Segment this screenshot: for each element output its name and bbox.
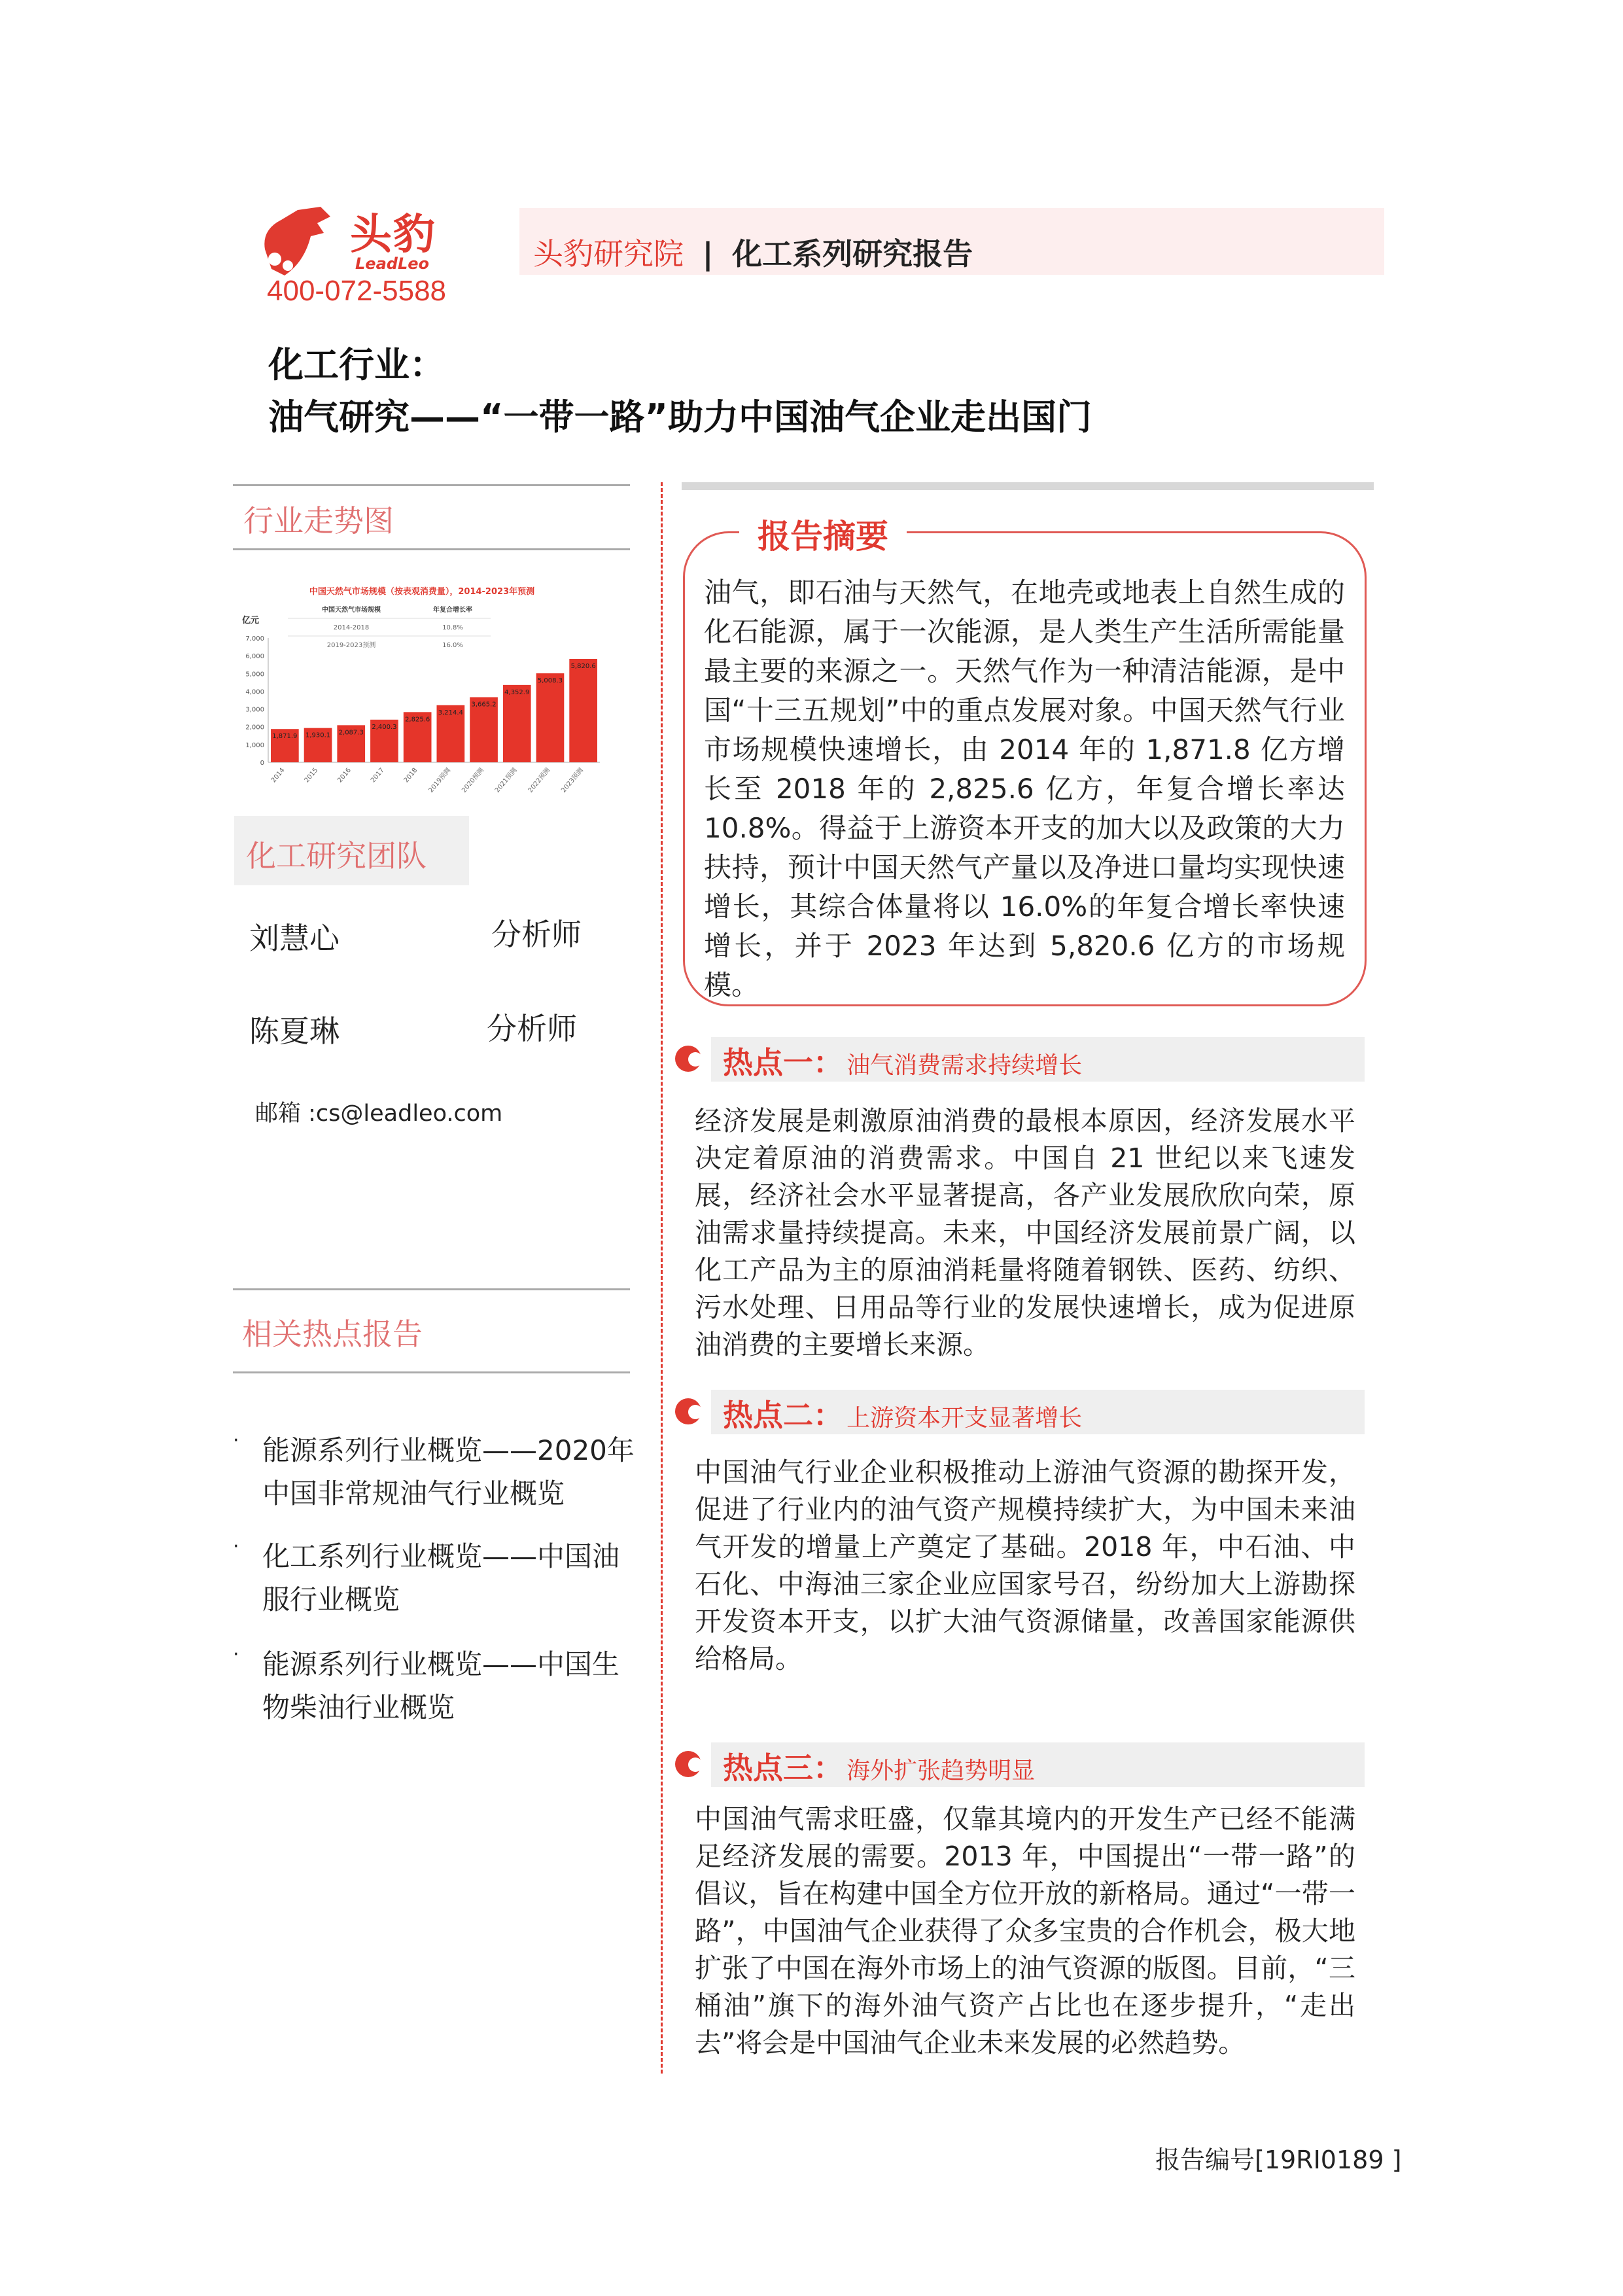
- data-label: 4,352.9: [504, 688, 530, 696]
- table-header: 中国天然气市场规模: [322, 607, 381, 614]
- market-size-chart: [232, 569, 612, 805]
- pie-marker-icon: [675, 1751, 701, 1777]
- data-label: 3,665.2: [471, 701, 497, 709]
- x-tick-label: 2015: [303, 766, 320, 785]
- divider: [233, 1371, 630, 1373]
- hotpoint-title: 热点二：: [723, 1398, 843, 1433]
- team-heading: 化工研究团队: [246, 838, 427, 874]
- member-name: 刘慧心: [249, 921, 340, 956]
- y-tick-label: 7,000: [245, 635, 264, 643]
- phone-number: 400-072-5588: [267, 275, 447, 307]
- hotpoint-header: [723, 1744, 1035, 1788]
- x-tick-label: 2023预测: [560, 766, 585, 794]
- title-line1: 化工行业：: [268, 344, 445, 385]
- related-link[interactable]: 能源系列行业概览——2020年中国非常规油气行业概览: [262, 1434, 635, 1510]
- trend-heading: 行业走势图: [243, 503, 394, 539]
- leadleo-logo: [258, 203, 445, 282]
- logo-en: LeadLeo: [355, 255, 430, 273]
- divider: [233, 484, 630, 486]
- y-tick-label: 3,000: [245, 706, 264, 714]
- chart-title: 中国天然气市场规模（按表观消费量），2014-2023年预测: [309, 587, 535, 597]
- y-tick-label: 0: [260, 760, 264, 767]
- y-tick-label: 5,000: [245, 671, 264, 679]
- bar: [536, 673, 565, 762]
- data-label: 5,820.6: [570, 663, 596, 671]
- logo-cn: 头豹: [350, 211, 436, 259]
- hotpoint-title: 热点一：: [723, 1045, 843, 1080]
- title-line2: 油气研究——“一带一路”助力中国油气企业走出国门: [268, 397, 1092, 438]
- x-tick-label: 2017: [369, 766, 386, 785]
- table-cell: 2019-2023预测: [326, 642, 376, 649]
- pie-marker-icon: [675, 1046, 701, 1072]
- related-link[interactable]: 能源系列行业概览——中国生物柴油行业概览: [262, 1648, 620, 1723]
- hotpoint-text: 中国油气需求旺盛，仅靠其境内的开发生产已经不能满足经济发展的需要。2013 年，中国提出“一带一路”的倡议，旨在构建中国全方位开放的新格局。通过“一带一路”，中国油气企业获得了众多宝贵的合作机会，极大地扩张了中国在海外市场上的油气资源的版图。目前，“三桶油”旗下的海外油气资产占比也在逐步提升，“走出去”将会是中国油气企业未来发展的必然趋势。: [695, 1803, 1355, 2058]
- summary-heading: 报告摘要: [739, 510, 907, 557]
- header-series: [533, 230, 973, 274]
- data-label: 2,087.3: [338, 729, 364, 737]
- member-name: 陈夏琳: [249, 1014, 340, 1049]
- separator: |: [702, 236, 714, 272]
- y-tick-label: 6,000: [245, 653, 264, 661]
- top-gray-bar: [682, 482, 1374, 490]
- bullet-icon: ·: [233, 1643, 239, 1666]
- hotpoint-header: [723, 1392, 1082, 1435]
- x-tick-label: 2021预测: [493, 766, 519, 794]
- hotpoint-subtitle: 上游资本开支显著增长: [846, 1405, 1083, 1432]
- report-number: 报告编号[19RI0189 ]: [1155, 2146, 1402, 2174]
- x-tick-label: 2014: [270, 766, 287, 785]
- table-header: 年复合增长率: [433, 607, 472, 614]
- team-member: [249, 915, 340, 958]
- y-tick-label: 4,000: [245, 688, 264, 696]
- x-tick-label: 2018: [402, 766, 419, 785]
- y-tick-label: 1,000: [245, 741, 264, 749]
- x-tick-label: 2022预测: [527, 766, 552, 794]
- y-axis-label: 亿元: [242, 616, 260, 626]
- data-label: 5,008.3: [537, 677, 563, 685]
- data-label: 1,930.1: [305, 732, 331, 739]
- member-role: 分析师: [487, 1011, 577, 1046]
- related-link[interactable]: 化工系列行业概览——中国油服行业概览: [262, 1540, 620, 1616]
- bar: [569, 659, 597, 762]
- summary-text: 油气，即石油与天然气，在地壳或地表上自然生成的化石能源，属于一次能源，是人类生产生活所需能量最主要的来源之一。天然气作为一种清洁能源，是中国“十三五规划”中的重点发展对象。中国天然气行业市场规模快速增长，由 2014 年的 1,871.8 亿方增长至 2018 年的 2,825.6 亿方，年复合增长率达10.8%。得益于上游资本开支的加大以及政策的大力扶持，预计中国天然气产量以及净进口量均实现快速增长，其综合体量将以 16.0%的年复合增长率快速增长，并于 2023 年达到 5,820.6 亿方的市场规模。: [704, 576, 1345, 1001]
- x-tick-label: 2020预测: [461, 766, 485, 794]
- pie-marker-icon: [675, 1398, 701, 1424]
- x-tick-label: 2019预测: [427, 766, 453, 794]
- team-member: [249, 1008, 340, 1051]
- hotpoint-title: 热点三：: [723, 1750, 843, 1786]
- divider: [233, 548, 630, 550]
- data-label: 2,825.6: [405, 716, 430, 724]
- leopard-logo-icon: [258, 203, 337, 282]
- contact-email[interactable]: 邮箱 :cs@leadleo.com: [255, 1101, 503, 1127]
- x-tick-label: 2016: [336, 766, 353, 785]
- column-divider: [661, 482, 663, 2074]
- table-cell: 2014-2018: [333, 624, 370, 631]
- data-label: 3,214.4: [438, 709, 463, 716]
- hotpoint-subtitle: 海外扩张趋势明显: [846, 1757, 1036, 1784]
- table-cell: 16.0%: [442, 642, 463, 649]
- bar: [503, 685, 531, 762]
- data-label: 2,400.3: [372, 723, 397, 731]
- hotpoint-header: [723, 1039, 1082, 1082]
- series-name: 化工系列研究报告: [732, 236, 973, 272]
- hotpoint-subtitle: 油气消费需求持续增长: [846, 1052, 1083, 1079]
- divider: [233, 1288, 630, 1290]
- table-cell: 10.8%: [442, 624, 463, 631]
- y-tick-label: 2,000: [245, 724, 264, 732]
- hotpoint-text: 经济发展是刺激原油消费的最根本原因，经济发展水平决定着原油的消费需求。中国自 21 世纪以来飞速发展，经济社会水平显著提高，各产业发展欣欣向荣，原油需求量持续提高。未来，中国经济发展前景广阔，以化工产品为主的原油消耗量将随着钢铁、医药、纺织、污水处理、日用品等行业的发展快速增长，成为促进原油消费的主要增长来源。: [695, 1105, 1355, 1360]
- bullet-icon: ·: [233, 1535, 239, 1558]
- bullet-icon: ·: [233, 1429, 239, 1452]
- institute-name: 头豹研究院: [533, 236, 684, 272]
- hotpoint-text: 中国油气行业企业积极推动上游油气资源的勘探开发，促进了行业内的油气资产规模持续扩大，为中国未来油气开发的增量上产奠定了基础。2018 年，中石油、中石化、中海油三家企业应国家号召，纷纷加大上游勘探开发资本开支，以扩大油气资源储量，改善国家能源供给格局。: [695, 1457, 1355, 1674]
- related-heading: 相关热点报告: [242, 1316, 423, 1352]
- data-label: 1,871.9: [272, 733, 298, 741]
- member-role: 分析师: [491, 917, 582, 952]
